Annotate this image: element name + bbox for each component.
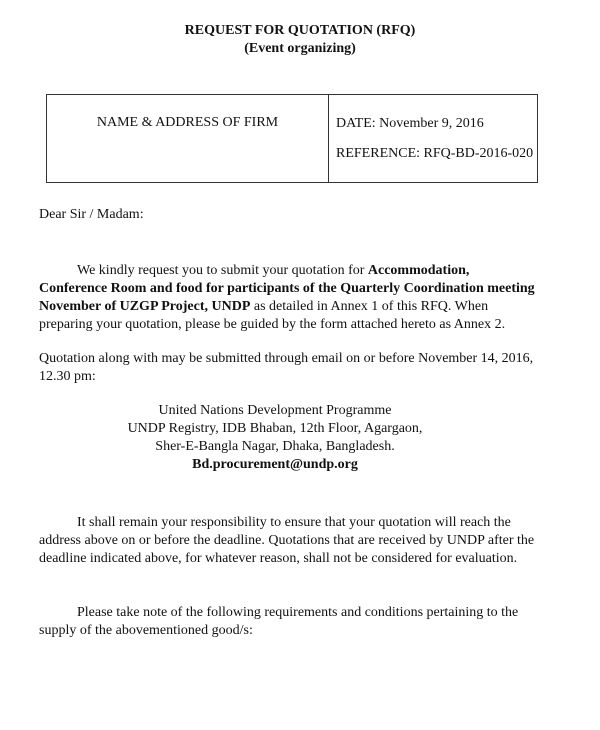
request-intro: We kindly request you to submit your quotation for xyxy=(77,263,368,278)
requirements-paragraph xyxy=(39,604,559,640)
document-subtitle: (Event organizing) xyxy=(244,41,356,56)
document-title: REQUEST FOR QUOTATION (RFQ) xyxy=(184,23,416,38)
firm-name-address-cell: NAME & ADDRESS OF FIRM xyxy=(47,95,329,183)
address-line-1: United Nations Development Programme xyxy=(158,403,392,418)
responsibility-text: It shall remain your responsibility to ensure that your quotation will reach the address above on or before the deadline. Quotations that are received by UNDP after the deadline indicated above, for whatever reason, shall not be considered for evaluation. xyxy=(39,515,535,566)
responsibility-paragraph xyxy=(39,514,539,568)
firm-info-table xyxy=(46,94,538,183)
request-rest: as detailed in Annex 1 of this RFQ. When preparing your quotation, please be guided by the form attached hereto as Annex 2. xyxy=(39,299,506,332)
request-paragraph xyxy=(39,262,539,334)
requirements-text: Please take note of the following requirements and conditions pertaining to the supply of the abovementioned good/s: xyxy=(39,605,519,638)
address-line-2: UNDP Registry, IDB Bhaban, 12th Floor, Agargaon, xyxy=(127,421,423,436)
address-line-3: Sher-E-Bangla Nagar, Dhaka, Bangladesh. xyxy=(155,439,395,454)
request-subject: Accommodation, Conference Room and food for participants of the Quarterly Coordination meeting November of UZGP Project, UNDP xyxy=(39,263,535,314)
submission-paragraph: Quotation along with may be submitted through email on or before November 14, 2016, 12.30 pm: xyxy=(39,351,534,384)
reference-cell: REFERENCE: RFQ-BD-2016-020 xyxy=(329,140,538,183)
procurement-email: Bd.procurement@undp.org xyxy=(192,457,358,472)
salutation: Dear Sir / Madam: xyxy=(39,207,144,222)
date-cell: DATE: November 9, 2016 xyxy=(329,95,538,141)
